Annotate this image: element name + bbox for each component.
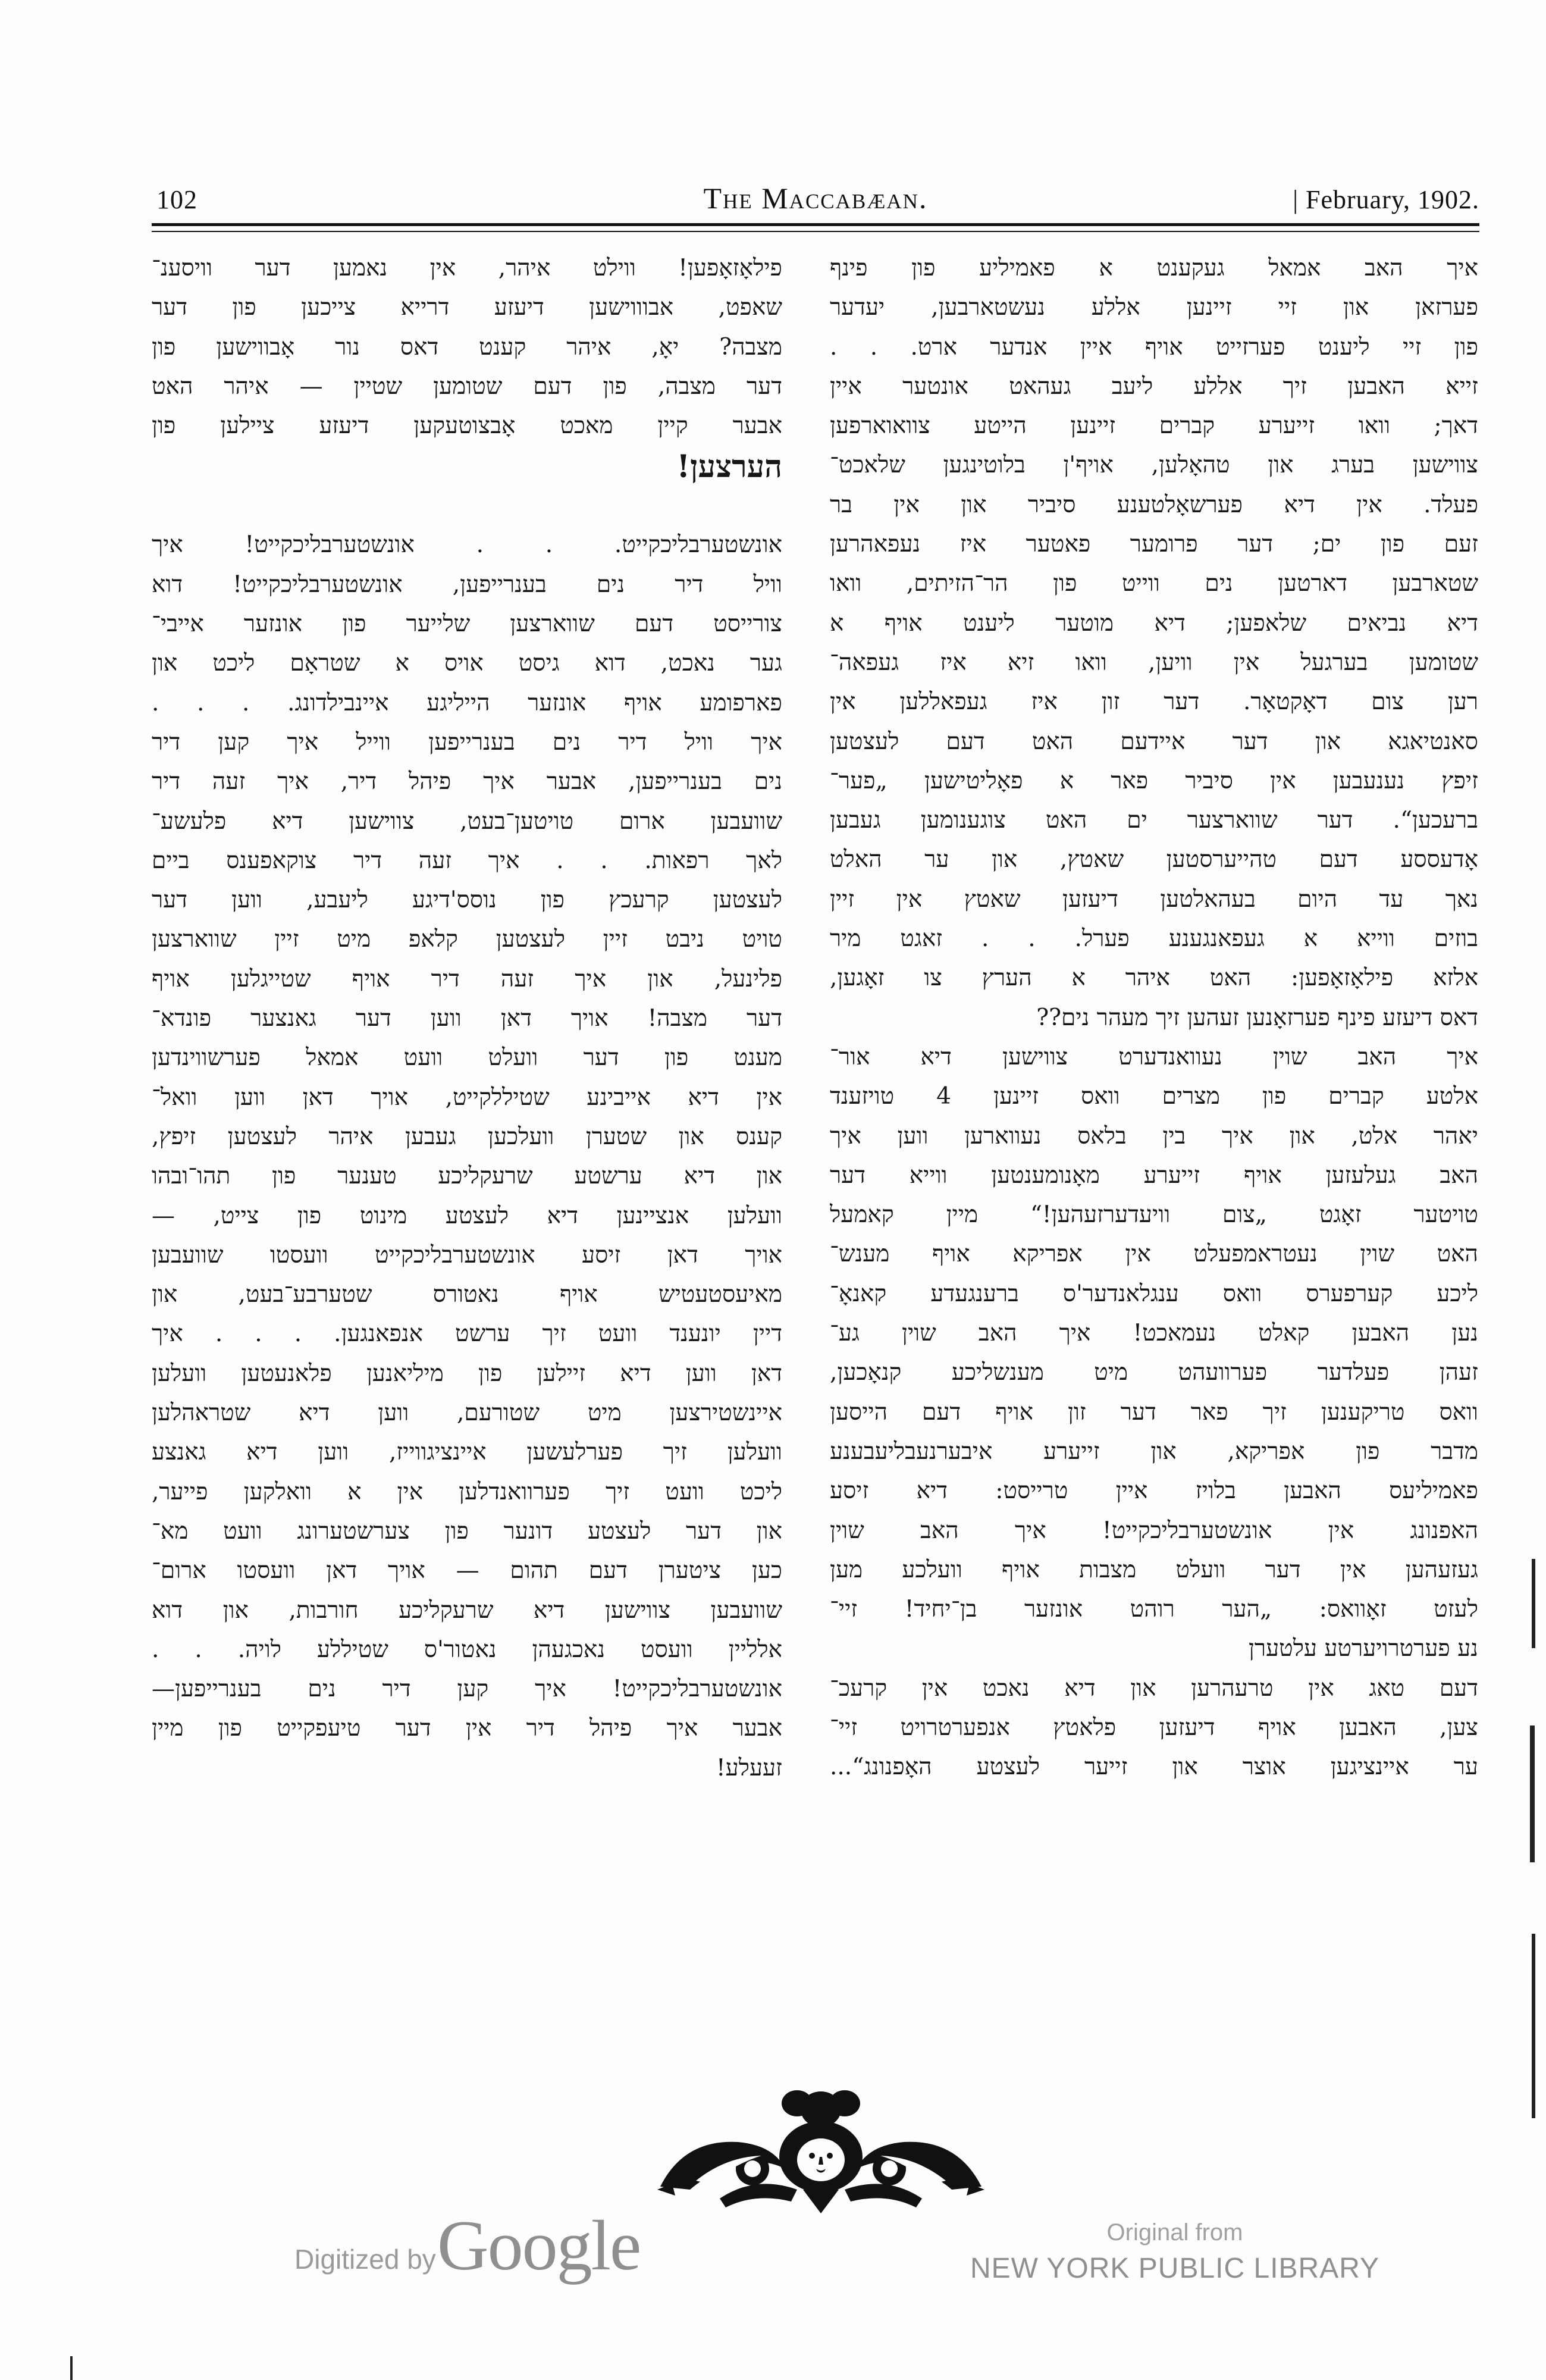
digitized-by-label: Digitized by	[294, 2244, 436, 2275]
text-line: דער מצבה, פון דעם שטומען שטיין — איהר האט	[152, 372, 782, 400]
text-line: דיא נביאים שלאפען; דיא מוטער ליענט אויף א	[830, 609, 1478, 637]
text-line: מצבה? יאָ, איהר קענט דאס נור אָבווישען פון	[152, 333, 782, 361]
text-line: נע פערטרויערטע עלטערן	[1248, 1635, 1478, 1662]
text-line: שוועבען ארום טויטען־בעט, צווישען דיא פלעשע־	[152, 807, 782, 835]
journal-title: The Maccabæan.	[703, 181, 928, 215]
text-line: אָדעססע דעם טהייערסטען שאטץ, און ער האלט	[830, 846, 1478, 873]
header-rule-thin	[152, 231, 1479, 232]
floral-headpiece-ornament	[648, 2085, 993, 2216]
text-line: איך וויל דיר נים בענרייפען ווייל איך קען דיר	[152, 728, 782, 756]
text-line: וועלען זיך פערלעשען איינציגווייז, ווען דיא גאנצע	[152, 1439, 782, 1466]
text-line: דאן ווען דיא זיילען פון מיליאנען פלאנעטען וועלען	[152, 1360, 782, 1387]
text-line: שטארבען דארטען נים ווייט פון הר־הזיתים, וואו	[830, 570, 1478, 597]
text-line: רען צום דאָקטאָר. דער זון איז געפאללען אין	[830, 688, 1478, 716]
text-line: וויל דיר נים בענרייפען, אונשטערבליכקייט! דוא	[152, 571, 782, 598]
text-line: טויט ניבט זיין לעצטען קלאפ מיט זיין שווארצען	[152, 926, 782, 953]
text-line: אלזא פילאָזאָפען: האט איהר א הערץ צו זאָגען,	[830, 964, 1478, 992]
text-line: נען האבען קאלט נעמאכט! איך האב שוין גע־	[830, 1320, 1478, 1347]
text-line: זיפץ נענעבען אין סיביר פאר א פאָליטישען „פער־	[830, 767, 1478, 794]
issue-date: | February, 1902.	[1293, 185, 1479, 214]
right-text-column	[830, 249, 1478, 1787]
paragraph-gap	[152, 488, 782, 525]
text-line: פארפומע אויף אונזער הייליגע איינבילדונג. . . .	[152, 689, 782, 716]
text-line: צווישען בערג און טהאָלען, אויף'ן בלוטינגען שלאכט־	[830, 452, 1478, 479]
text-line: לעזט זאָוואס: „הער רוהט אונזער בן־יחיד! זיי־	[830, 1596, 1478, 1623]
text-line: וועלען אנציינען דיא לעצטע מינוט פון צייט, —	[152, 1202, 782, 1229]
left-column-body-paragraph	[152, 525, 782, 1788]
scan-edge-mark	[70, 2356, 73, 2380]
scan-edge-mark	[1532, 1559, 1535, 1648]
text-line: איך האב שוין נעוואנדערט צווישען דיא אור־	[830, 1043, 1478, 1070]
left-text-column	[152, 249, 782, 1788]
text-line: פערזאן און זיי זיינען אללע נעשטארבען, יעדער	[830, 294, 1478, 321]
text-line: זייא האבען זיך אללע ליעב געהאט אונטער איין	[830, 372, 1478, 400]
text-line: דיין יונענד וועט זיך ערשט אנפאנגען. . . . איך	[152, 1320, 782, 1348]
text-line: סאנטיאגא און דער איידעם האט דעם לעצטען	[830, 728, 1478, 755]
text-line: מדבר פון אפריקא, און זייערע איבערנעבליעבענע	[830, 1438, 1478, 1465]
text-line: ליכט וועט זיך פערוואנדלען אין א וואלקען פייער,	[152, 1478, 782, 1505]
text-line: דאס דיעזע פינף פערזאָנען זעהען זיך מעהר נים??	[1036, 1004, 1478, 1031]
text-line: זעם פון ים; דער פרומער פאטער איז נעפאהרען	[830, 531, 1478, 558]
text-line: אונשטערבליכקייט! איך קען דיר נים בענרייפען—	[152, 1676, 782, 1703]
text-line: בוזים ווייא א געפאנגענע פערל. . . זאגט מיר	[830, 925, 1478, 953]
text-line: פלינעל, און איך זעה דיר אויף שטייגלען אויף	[152, 965, 782, 992]
text-line: איינשטירצען מיט שטורעם, ווען דיא שטראהלען	[152, 1399, 782, 1427]
scan-edge-mark	[1532, 1934, 1535, 2118]
text-line: האט שוין נעטראמפעלט אין אפריקא אויף מענש־	[830, 1241, 1478, 1268]
left-column-opening-paragraph	[152, 249, 782, 446]
header-rule-thick	[152, 223, 1479, 226]
text-line: דער מצבה! אויך דאן ווען דער גאנצער פונדא־	[152, 1005, 782, 1032]
text-line: געזעהען אין דער וועלט מצבות אויף וועלכע מען	[830, 1556, 1478, 1583]
text-line: שאפט, אבוווישען דיעזע דרייא צייכען פון דער	[152, 294, 782, 321]
text-line: פילאָזאָפען! ווילט איהר, אין נאמען דער וויסענ־	[152, 255, 782, 281]
text-line: און דער לעצטע דונער פון צערשטערונג וועט מא־	[152, 1517, 782, 1545]
text-line: יאהר אלט, און איך בין בלאס נעווארען ווען איך	[830, 1122, 1478, 1150]
text-line: דעם טאג אין טרעהרען און דיא נאכט אין קרעכ־	[830, 1674, 1478, 1702]
page-number: 102	[156, 185, 197, 214]
text-line: אויך דאן זיסע אונשטערבליכקייט וועסטו שוועבען	[152, 1241, 782, 1269]
text-line: טויטער זאָגט „צום וויעדערזעהען!“ מיין קאמעל	[830, 1201, 1478, 1229]
text-line: ער איינציגען אוצר און זייער לעצטע האָפנונג“...	[830, 1753, 1478, 1781]
text-line: ליכע קערפערס וואס ענגלאנדער'ס ברענגעדע קאנאָ־	[830, 1280, 1478, 1307]
running-header	[152, 177, 1479, 219]
original-from-label: Original from	[1106, 2219, 1243, 2246]
text-line: מענט פון דער וועלט וועט אמאל פערשווינדען	[152, 1044, 782, 1072]
text-line: כען ציטערן דעם תהום — אויך דאן וועסטו ארום־	[152, 1557, 782, 1584]
text-line: פעלד. אין דיא פערשאָלטענע סיביר און אין בר	[830, 491, 1478, 518]
library-name: NEW YORK PUBLIC LIBRARY	[970, 2253, 1380, 2284]
text-line: אלליין וועסט נאכגעהן נאטור'ס שטיללע לויה. . .	[152, 1636, 782, 1663]
text-line: נים בענרייפען, אבער איך פיהל דיר, איך זעה דיר	[152, 768, 782, 796]
text-line: אין דיא אייבינע שטיללקייט, אויך דאן ווען וואל־	[152, 1083, 782, 1111]
text-line: וואס טריקענען זיך פאר דער זון אויף דעם הייסען	[830, 1398, 1478, 1426]
text-line: אבער קיין מאכט אָבצוטעקען דיעזע ציילען פון	[152, 412, 782, 440]
text-line: האב געלעזען אויף זייערע מאָנומענטען ווייא דער	[830, 1161, 1478, 1189]
text-line: דאך; וואו זייערע קברים זיינען הייטע צוואוארפען	[830, 412, 1478, 440]
text-line: אלטע קברים פון מצרים וואס זיינען 4 טויזענד	[830, 1083, 1478, 1110]
text-line: און דיא ערשטע שרעקליכע טענער פון תהו־ובהו	[152, 1163, 782, 1190]
text-line: גער נאכט, דוא גיסט אויס א שטראָם ליכט און	[152, 650, 782, 677]
text-line: פאמיליעס האבען בלויז איין טרייסט: דיא זיסע	[830, 1477, 1478, 1505]
text-line: קענס און שטערן וועלכען געבען איהר לעצטען זיפץ,	[152, 1123, 782, 1150]
text-line: לאך רפאות. . . איך זעה דיר צוקאפענס ביים	[152, 847, 782, 874]
text-line: מאיעסטעטיש אויף נאטורס שטערבע־בעט, און	[152, 1281, 782, 1308]
text-line: זעעלע!	[716, 1754, 782, 1781]
text-line: לעצטען קרעכץ פון נוסס'דיגע ליעבע, ווען דער	[152, 887, 782, 914]
text-line: צען, האבען אויף דיעזען פלאטץ אנפערטרויט זיי־	[830, 1714, 1478, 1741]
text-line: פון זיי ליענט פערזייט אויף איין אנדער ארט. . .	[830, 333, 1478, 361]
text-line: אבער איך פיהל דיר אין דער טיעפקייט פון מיין	[152, 1715, 782, 1742]
text-line: איך האב אמאל געקענט א פאמיליע פון פינף	[830, 255, 1478, 281]
google-logo: Google	[437, 2206, 641, 2285]
text-line: נאך עד היום בעהאלטען דיעזען שאטץ אין זיין	[830, 885, 1478, 913]
text-line: אונשטערבליכקייט. . . אונשטערבליכקייט! איך	[152, 531, 782, 559]
text-line: ברעכען“. דער שווארצער ים האט צוגענומען געבען	[830, 807, 1478, 834]
text-line: צורייסט דעם שווארצען שלייער פון אונזער אייבי־	[152, 610, 782, 638]
text-line: שטומען בערגעל אין וויען, וואו זיא איז געפאה־	[830, 649, 1478, 676]
text-line: זעהן פעלדער פערוועהט מיט מענשליכע קנאָכען,	[830, 1359, 1478, 1386]
text-line: האפנונג אין אונשטערבליכקייט! איך האב שוין	[830, 1517, 1478, 1544]
left-column-heading: הערצען!	[676, 449, 782, 486]
scan-edge-mark	[1530, 1726, 1535, 1862]
text-line: שוועבען צווישען דיא שרעקליכע חורבות, און דוא	[152, 1596, 782, 1624]
